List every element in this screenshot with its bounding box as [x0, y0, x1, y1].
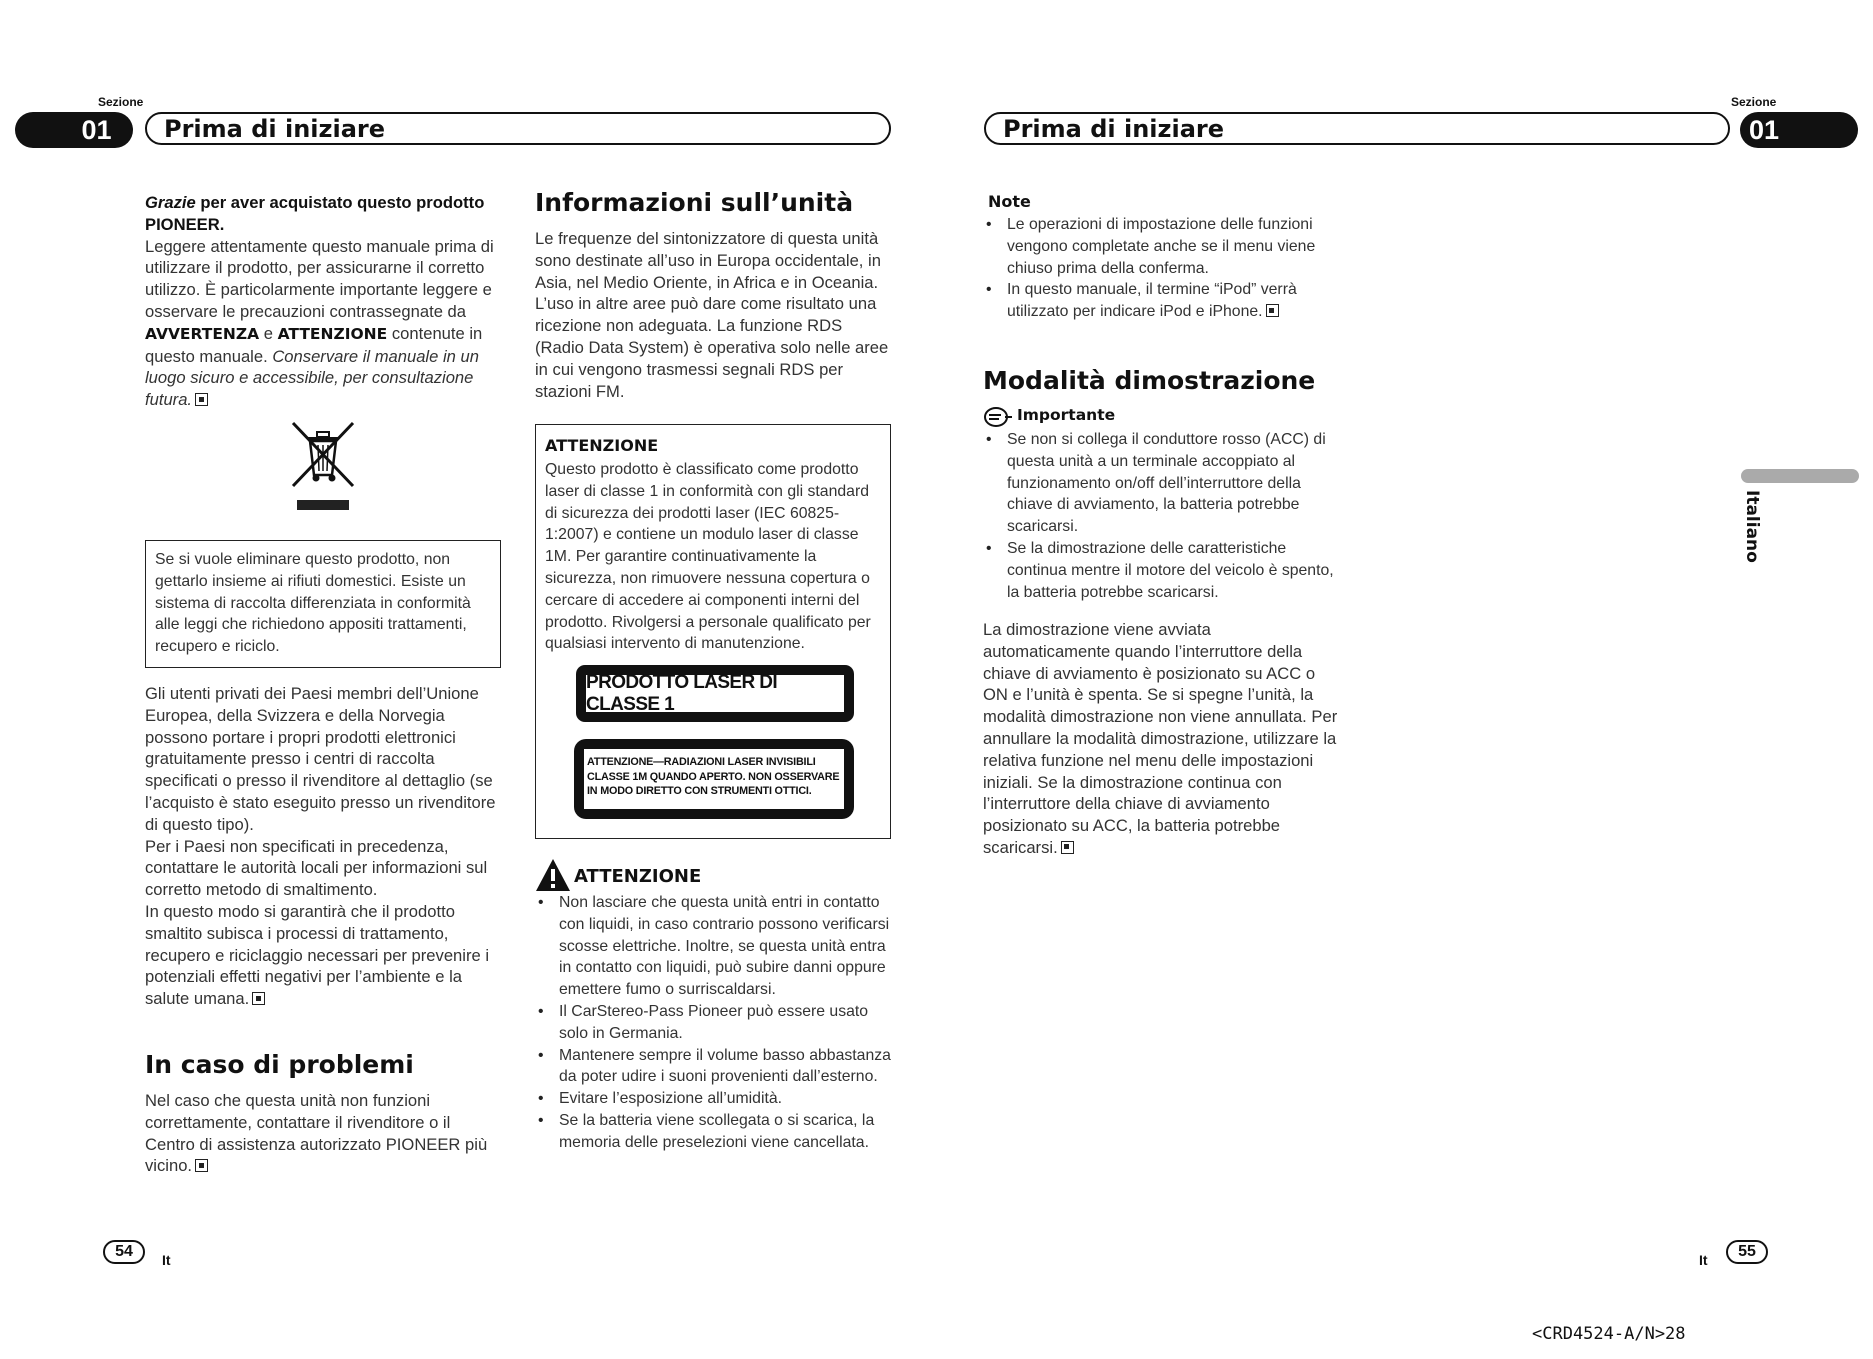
laser-radiation-line-2: CLASSE 1M QUANDO APERTO. NON OSSERVARE	[587, 770, 840, 783]
and-word: e	[263, 323, 273, 343]
notes-list	[983, 214, 1339, 323]
language-code-left: It	[162, 1252, 171, 1268]
intro-thanks	[145, 192, 503, 236]
intro-body-before: Leggere attentamente questo manuale prima di utilizzare il prodotto, per assicurarne il corretto utilizzo. È particolarmente importante leggere e osservare le precauzioni contrassegnate da	[145, 236, 494, 321]
warning-triangle-icon	[535, 858, 571, 892]
laser-class-text: PRODOTTO LASER DI CLASSE 1	[586, 675, 844, 712]
disposal-p1: Gli utenti privati dei Paesi membri dell’Unione Europea, della Svizzera e della Norvegia possono portare i propri prodotti elettronici gratuitamente presso i centri di raccolta specificati o presso il rivenditore al dettaglio (se l’acquisto è stato eseguito presso un rivenditore di questo tipo).	[145, 684, 496, 834]
warning-word: AVVERTENZA	[145, 324, 260, 343]
intro-italic-note: Conservare il manuale in un luogo sicuro e accessibile, per consultazione futura.	[145, 346, 479, 410]
note-item: • Le operazioni di impostazione delle funzioni vengono completate anche se il menu viene chiuso prima della conferma.	[983, 214, 1339, 279]
caution-list	[535, 892, 895, 1154]
unit-info-section	[535, 188, 893, 402]
brand-name: PIONEER.	[145, 214, 225, 234]
end-mark-icon	[1061, 841, 1074, 854]
laser-radiation-line-3: IN MODO DIRETTO CON STRUMENTI OTTICI.	[587, 785, 812, 797]
laser-class-label	[576, 665, 854, 722]
thanks-text: per aver acquistato questo prodotto	[200, 193, 485, 212]
caution-item: • Se la batteria viene scollegata o si scarica, la memoria delle preselezioni viene cancellata.	[535, 1110, 895, 1154]
end-mark-icon	[252, 992, 265, 1005]
demo-body-container	[983, 619, 1341, 859]
unit-info-body: Le frequenze del sintonizzatore di questa unità sono destinate all’uso in Europa occidentale, in Asia, nel Medio Oriente, in Africa e in Oceania. L’uso in altre aree può dare come risultato una ricezione non adeguata. La funzione RDS (Radio Data System) è operativa solo nelle aree in cui vengono trasmessi segnali RDS per stazioni FM.	[535, 229, 889, 401]
crossed-bin-icon	[289, 420, 357, 512]
note-item	[983, 279, 1339, 323]
caution-item: • Non lasciare che questa unità entri in contatto con liquidi, in caso contrario possono verificarsi scosse elettriche. Inoltre, se questa unità entra in contatto con liquidi, può subire danni oppure emettere fumo o surriscaldarsi.	[535, 892, 895, 1001]
caution-word: ATTENZIONE	[277, 324, 388, 343]
important-item: • Se la dimostrazione delle caratteristiche continua mentre il motore del veicolo è spento, la batteria potrebbe scaricarsi.	[983, 538, 1339, 603]
important-hand-icon	[983, 406, 1013, 428]
intro-section	[145, 192, 503, 411]
section-label-right: Sezione	[1731, 95, 1777, 109]
demo-body: La dimostrazione viene avviata automaticamente quando l’interruttore della chiave di avviamento è posizionato su ACC o ON e l’unità è spenta. Se si spegne l’unità, la modalità dimostrazione non viene annullata. Per annullare la modalità dimostrazione, utilizzare la relativa funzione nel menu delle impostazioni iniziali. Se la dimostrazione continua con l’interruttore della chiave di avviamento posizionato su ACC, la batteria potrebbe scaricarsi.	[983, 620, 1338, 857]
problems-section	[145, 1050, 503, 1177]
demo-heading: Modalità dimostrazione	[983, 366, 1316, 395]
laser-caution-title: ATTENZIONE	[545, 436, 659, 455]
page-number-right: 55	[1726, 1240, 1768, 1264]
caution-list-container	[535, 892, 895, 1154]
intro-body-after: contenute in questo manuale.	[145, 323, 483, 366]
important-item: • Se non si collega il conduttore rosso (ACC) di questa unità a un terminale accoppiato al funzionamento on/off dell’interruttore della chiave di avviamento, la batteria potrebbe scaricarsi.	[983, 429, 1339, 538]
note-item-text: In questo manuale, il termine “iPod” verrà utilizzato per indicare iPod e iPhone.	[1007, 281, 1297, 321]
page-title-left-text: Prima di iniziare	[164, 114, 386, 143]
end-mark-icon	[195, 393, 208, 406]
disposal-p2: Per i Paesi non specificati in precedenza, contattare le autorità locali per informazioni sul corretto metodo di smaltimento.	[145, 836, 488, 900]
section-label-left: Sezione	[98, 95, 144, 109]
caution-item: • Mantenere sempre il volume basso abbastanza da poter udire i suoni provenienti dall’esterno.	[535, 1045, 895, 1089]
important-list	[983, 429, 1339, 603]
caution-item: • Il CarStereo-Pass Pioneer può essere usato solo in Germania.	[535, 1001, 895, 1045]
problems-heading: In caso di problemi	[145, 1050, 414, 1079]
laser-caution-body: Questo prodotto è classificato come prodotto laser di classe 1 in conformità con gli standard di sicurezza dei prodotti laser (IEC 60825-1:2007) e contiene un modulo laser di classe 1M. Per garantire continuativamente la sicurezza, non rimuovere nessuna copertura o cercare di accedere ai componenti interni del prodotto. Rivolgersi a personale qualificato per qualsiasi intervento di manutenzione.	[545, 461, 871, 653]
language-label: Italiano	[1742, 490, 1762, 563]
thanks-italic: Grazie	[145, 193, 196, 212]
page-number-left: 54	[103, 1240, 145, 1264]
caution-item: • Evitare l’esposizione all’umidità.	[535, 1088, 895, 1110]
important-label: Importante	[1017, 406, 1116, 424]
disposal-section	[145, 683, 503, 1010]
problems-body: Nel caso che questa unità non funzioni correttamente, contattare il rivenditore o il Centro di assistenza autorizzato PIONEER più vicino.	[145, 1091, 488, 1176]
notes-heading: Note	[988, 192, 1031, 211]
notes-list-container	[983, 214, 1339, 323]
important-list-container	[983, 429, 1339, 603]
section-number-left	[15, 112, 133, 148]
disposal-p3: In questo modo si garantirà che il prodotto smaltito subisca i processi di trattamento, recupero e riciclaggio necessari per prevenire i potenziali effetti negativi per l’ambiente e la salute umana.	[145, 901, 490, 1009]
laser-caution-box	[535, 424, 891, 839]
page-title-right	[984, 112, 1730, 145]
caution-heading: ATTENZIONE	[574, 866, 702, 887]
laser-radiation-text	[584, 749, 844, 809]
laser-radiation-line-1: ATTENZIONE—RADIAZIONI LASER INVISIBILI	[587, 756, 816, 768]
laser-radiation-label	[574, 739, 854, 819]
weee-notice-box	[145, 540, 501, 668]
document-code: <CRD4524-A/N>28	[1532, 1324, 1686, 1344]
page-title-right-text: Prima di iniziare	[1003, 114, 1225, 143]
weee-notice-text: Se si vuole eliminare questo prodotto, non gettarlo insieme ai rifiuti domestici. Esiste un sistema di raccolta differenziata in conformità alle leggi che richiedono appositi trattamenti, recupero e riciclo.	[155, 551, 471, 656]
language-code-right: It	[1699, 1252, 1708, 1268]
language-tab	[1741, 469, 1859, 483]
language-label-wrap	[1742, 490, 1782, 570]
section-number-right-text: 01	[1749, 114, 1780, 145]
end-mark-icon	[1266, 304, 1279, 317]
unit-info-heading: Informazioni sull’unità	[535, 188, 854, 217]
section-number-left-text: 01	[81, 114, 112, 145]
intro-body	[145, 236, 503, 411]
end-mark-icon	[195, 1159, 208, 1172]
section-number-right	[1740, 112, 1858, 148]
page-title-left	[145, 112, 891, 145]
